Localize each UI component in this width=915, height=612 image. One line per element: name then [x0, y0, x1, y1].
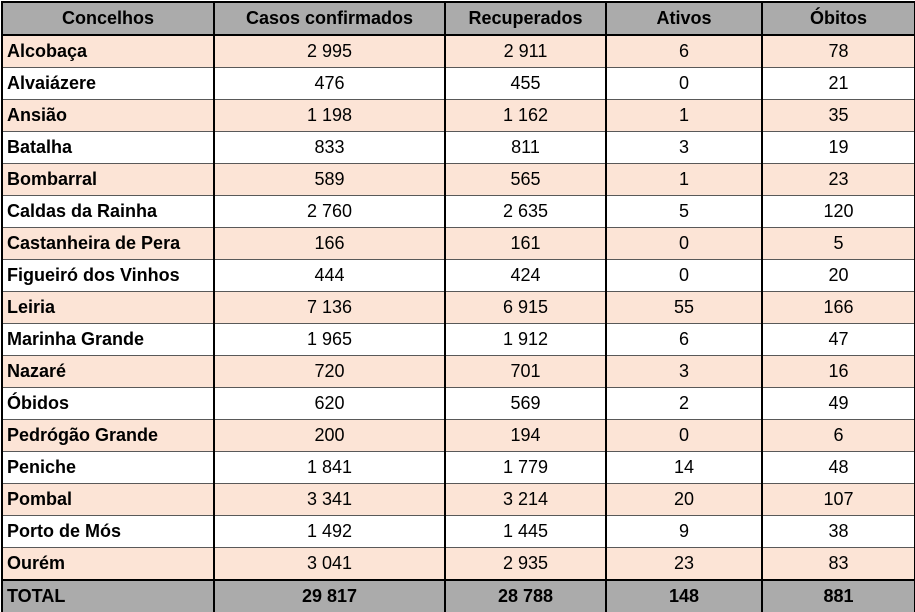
value-cell: 720: [214, 356, 445, 388]
value-cell: 3 214: [445, 484, 606, 516]
table-row: [2, 356, 915, 388]
concelho-name-cell: Óbidos: [2, 388, 214, 420]
value-cell: 7 136: [214, 292, 445, 324]
table-row: [2, 68, 915, 100]
concelho-name-cell: Pombal: [2, 484, 214, 516]
header-obitos: Óbitos: [762, 2, 915, 35]
value-cell: 55: [606, 292, 762, 324]
value-cell: 589: [214, 164, 445, 196]
table-row: [2, 35, 915, 68]
value-cell: 19: [762, 132, 915, 164]
value-cell: 0: [606, 68, 762, 100]
value-cell: 569: [445, 388, 606, 420]
value-cell: 200: [214, 420, 445, 452]
header-row: [2, 2, 915, 35]
value-cell: 3: [606, 132, 762, 164]
concelho-name-cell: Ourém: [2, 548, 214, 581]
concelho-name-cell: Batalha: [2, 132, 214, 164]
value-cell: 833: [214, 132, 445, 164]
concelho-name-cell: Pedrógão Grande: [2, 420, 214, 452]
value-cell: 5: [762, 228, 915, 260]
value-cell: 9: [606, 516, 762, 548]
value-cell: 166: [214, 228, 445, 260]
table-row: [2, 548, 915, 581]
concelho-name-cell: Figueiró dos Vinhos: [2, 260, 214, 292]
value-cell: 47: [762, 324, 915, 356]
table-row: [2, 324, 915, 356]
value-cell: 78: [762, 35, 915, 68]
value-cell: 565: [445, 164, 606, 196]
header-casos-confirmados: Casos confirmados: [214, 2, 445, 35]
concelho-name-cell: Ansião: [2, 100, 214, 132]
total-obitos: 881: [762, 580, 915, 612]
value-cell: 2 935: [445, 548, 606, 581]
value-cell: 701: [445, 356, 606, 388]
value-cell: 16: [762, 356, 915, 388]
concelho-name-cell: Caldas da Rainha: [2, 196, 214, 228]
header-recuperados: Recuperados: [445, 2, 606, 35]
table-row: [2, 196, 915, 228]
concelho-name-cell: Leiria: [2, 292, 214, 324]
total-ativos: 148: [606, 580, 762, 612]
value-cell: 1 965: [214, 324, 445, 356]
concelho-name-cell: Alcobaça: [2, 35, 214, 68]
value-cell: 476: [214, 68, 445, 100]
table-row: [2, 452, 915, 484]
concelho-name-cell: Nazaré: [2, 356, 214, 388]
table-row: [2, 164, 915, 196]
value-cell: 1 912: [445, 324, 606, 356]
value-cell: 166: [762, 292, 915, 324]
value-cell: 6 915: [445, 292, 606, 324]
header-ativos: Ativos: [606, 2, 762, 35]
value-cell: 5: [606, 196, 762, 228]
value-cell: 6: [606, 324, 762, 356]
value-cell: 6: [762, 420, 915, 452]
table-row: [2, 292, 915, 324]
value-cell: 2 995: [214, 35, 445, 68]
table-row: [2, 228, 915, 260]
table-row: [2, 388, 915, 420]
value-cell: 1: [606, 164, 762, 196]
total-row: [2, 580, 915, 612]
value-cell: 0: [606, 420, 762, 452]
value-cell: 3 341: [214, 484, 445, 516]
value-cell: 1 445: [445, 516, 606, 548]
value-cell: 424: [445, 260, 606, 292]
value-cell: 194: [445, 420, 606, 452]
value-cell: 0: [606, 260, 762, 292]
value-cell: 49: [762, 388, 915, 420]
value-cell: 3: [606, 356, 762, 388]
value-cell: 1 162: [445, 100, 606, 132]
value-cell: 2 635: [445, 196, 606, 228]
value-cell: 35: [762, 100, 915, 132]
value-cell: 38: [762, 516, 915, 548]
value-cell: 120: [762, 196, 915, 228]
value-cell: 444: [214, 260, 445, 292]
value-cell: 23: [762, 164, 915, 196]
value-cell: 2 911: [445, 35, 606, 68]
covid-table-page: [0, 1, 915, 612]
value-cell: 1 841: [214, 452, 445, 484]
value-cell: 2: [606, 388, 762, 420]
header-concelhos: Concelhos: [2, 2, 214, 35]
table-row: [2, 484, 915, 516]
concelho-name-cell: Bombarral: [2, 164, 214, 196]
table-row: [2, 100, 915, 132]
value-cell: 811: [445, 132, 606, 164]
value-cell: 161: [445, 228, 606, 260]
concelho-name-cell: Marinha Grande: [2, 324, 214, 356]
total-casos-confirmados: 29 817: [214, 580, 445, 612]
value-cell: 14: [606, 452, 762, 484]
value-cell: 20: [606, 484, 762, 516]
table-row: [2, 132, 915, 164]
concelho-name-cell: Porto de Mós: [2, 516, 214, 548]
value-cell: 3 041: [214, 548, 445, 581]
value-cell: 455: [445, 68, 606, 100]
value-cell: 2 760: [214, 196, 445, 228]
table-row: [2, 260, 915, 292]
value-cell: 0: [606, 228, 762, 260]
value-cell: 1 492: [214, 516, 445, 548]
concelho-name-cell: Castanheira de Pera: [2, 228, 214, 260]
value-cell: 1 198: [214, 100, 445, 132]
total-recuperados: 28 788: [445, 580, 606, 612]
value-cell: 6: [606, 35, 762, 68]
value-cell: 107: [762, 484, 915, 516]
value-cell: 1: [606, 100, 762, 132]
concelho-name-cell: Peniche: [2, 452, 214, 484]
covid-concelhos-table: [1, 1, 915, 612]
value-cell: 1 779: [445, 452, 606, 484]
concelho-name-cell: Alvaiázere: [2, 68, 214, 100]
value-cell: 620: [214, 388, 445, 420]
value-cell: 23: [606, 548, 762, 581]
table-row: [2, 516, 915, 548]
value-cell: 83: [762, 548, 915, 581]
table-body: [2, 35, 915, 580]
value-cell: 21: [762, 68, 915, 100]
value-cell: 48: [762, 452, 915, 484]
table-row: [2, 420, 915, 452]
value-cell: 20: [762, 260, 915, 292]
total-label: TOTAL: [2, 580, 214, 612]
